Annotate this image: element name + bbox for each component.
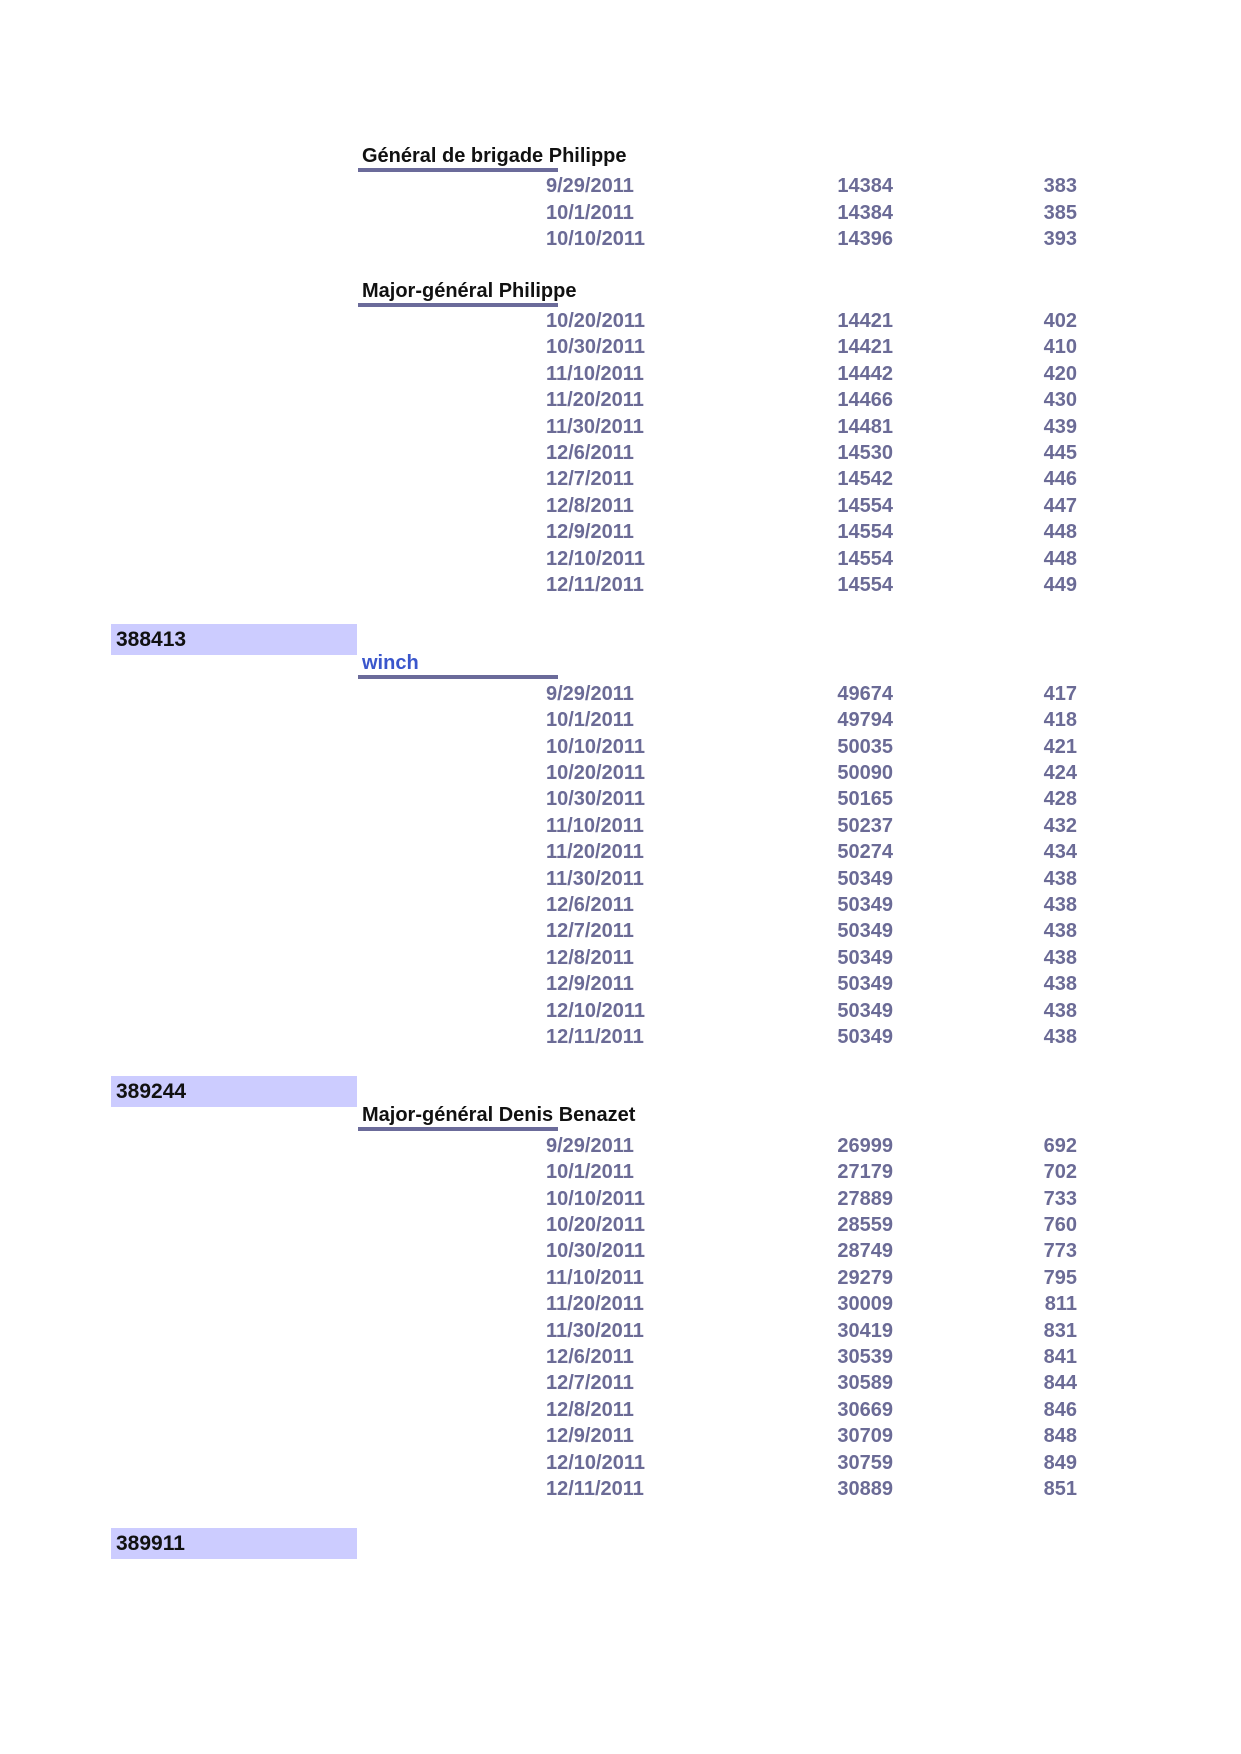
date-cell: 12/10/2011	[546, 548, 645, 570]
date-cell: 11/10/2011	[546, 1267, 644, 1289]
table-row	[0, 1159, 1241, 1185]
table-row	[0, 200, 1241, 226]
date-cell: 10/1/2011	[546, 1161, 634, 1183]
value-cell: 30669	[837, 1399, 893, 1421]
date-cell: 10/30/2011	[546, 788, 645, 810]
value-cell: 26999	[837, 1135, 893, 1157]
table-row	[0, 1133, 1241, 1159]
rank-cell: 418	[1043, 709, 1077, 731]
value-cell: 14554	[837, 521, 893, 543]
date-cell: 9/29/2011	[546, 175, 634, 197]
value-cell: 49674	[837, 683, 893, 705]
table-row	[0, 1186, 1241, 1212]
date-cell: 9/29/2011	[546, 1135, 634, 1157]
date-cell: 12/9/2011	[546, 1425, 634, 1447]
rank-cell: 410	[1043, 336, 1077, 358]
table-row	[0, 1291, 1241, 1317]
value-cell: 50349	[837, 894, 893, 916]
rank-cell: 831	[1043, 1320, 1077, 1342]
player-id-cell: 389244	[111, 1076, 357, 1107]
player-name-cell	[358, 653, 558, 679]
rank-cell: 438	[1043, 894, 1077, 916]
value-cell: 30759	[837, 1452, 893, 1474]
value-cell: 50237	[837, 815, 893, 837]
rank-cell: 438	[1043, 868, 1077, 890]
rank-cell: 420	[1043, 363, 1077, 385]
table-row	[0, 387, 1241, 413]
value-cell: 30589	[837, 1372, 893, 1394]
date-cell: 10/20/2011	[546, 762, 645, 784]
value-cell: 14542	[837, 468, 893, 490]
value-cell: 30419	[837, 1320, 893, 1342]
rank-cell: 385	[1043, 202, 1077, 224]
date-cell: 10/1/2011	[546, 709, 634, 731]
rank-cell: 446	[1043, 468, 1077, 490]
rank-cell: 447	[1043, 495, 1077, 517]
table-row	[0, 892, 1241, 918]
table-row	[0, 786, 1241, 812]
value-cell: 50349	[837, 920, 893, 942]
table-row	[0, 681, 1241, 707]
date-cell: 12/11/2011	[546, 1026, 644, 1048]
value-cell: 50035	[837, 736, 893, 758]
player-id-cell: 388413	[111, 624, 357, 655]
table-row	[0, 1476, 1241, 1502]
date-cell: 10/10/2011	[546, 1188, 645, 1210]
date-cell: 12/6/2011	[546, 1346, 634, 1368]
rank-cell: 432	[1043, 815, 1077, 837]
date-cell: 10/20/2011	[546, 1214, 645, 1236]
rank-cell: 383	[1043, 175, 1077, 197]
table-row	[0, 1024, 1241, 1050]
value-cell: 27889	[837, 1188, 893, 1210]
rank-cell: 841	[1043, 1346, 1077, 1368]
value-cell: 14384	[837, 202, 893, 224]
table-row	[0, 760, 1241, 786]
table-row	[0, 572, 1241, 598]
date-cell: 11/30/2011	[546, 868, 644, 890]
player-name-text: Major-général Philippe	[362, 279, 577, 302]
rank-cell: 421	[1043, 736, 1077, 758]
table-row	[0, 308, 1241, 334]
table-row	[0, 1212, 1241, 1238]
value-cell: 50349	[837, 868, 893, 890]
rank-cell: 402	[1043, 310, 1077, 332]
table-row	[0, 1238, 1241, 1264]
table-row	[0, 1397, 1241, 1423]
player-name-text: winch	[362, 652, 419, 675]
value-cell: 14554	[837, 548, 893, 570]
date-cell: 11/30/2011	[546, 1320, 644, 1342]
value-cell: 14421	[837, 336, 893, 358]
date-cell: 12/7/2011	[546, 1372, 634, 1394]
date-cell: 11/20/2011	[546, 1293, 644, 1315]
date-cell: 12/7/2011	[546, 920, 634, 942]
table-row	[0, 971, 1241, 997]
table-row	[0, 945, 1241, 971]
table-row	[0, 226, 1241, 252]
date-cell: 9/29/2011	[546, 683, 634, 705]
date-cell: 10/10/2011	[546, 736, 645, 758]
value-cell: 50349	[837, 973, 893, 995]
value-cell: 14442	[837, 363, 893, 385]
rank-cell: 424	[1043, 762, 1077, 784]
rank-cell: 692	[1043, 1135, 1077, 1157]
table-row	[0, 173, 1241, 199]
value-cell: 14554	[837, 495, 893, 517]
date-cell: 11/20/2011	[546, 841, 644, 863]
table-row	[0, 1318, 1241, 1344]
table-row	[0, 1344, 1241, 1370]
date-cell: 10/30/2011	[546, 336, 645, 358]
value-cell: 30709	[837, 1425, 893, 1447]
value-cell: 14554	[837, 574, 893, 596]
value-cell: 14481	[837, 416, 893, 438]
rank-cell: 393	[1043, 228, 1077, 250]
player-name-text: Major-général Denis Benazet	[362, 1104, 636, 1127]
rank-cell: 760	[1043, 1214, 1077, 1236]
player-name-text: Général de brigade Philippe	[362, 145, 627, 167]
date-cell: 12/8/2011	[546, 1399, 634, 1421]
rank-cell: 438	[1043, 920, 1077, 942]
table-row	[0, 918, 1241, 944]
date-cell: 12/7/2011	[546, 468, 634, 490]
rank-cell: 846	[1043, 1399, 1077, 1421]
value-cell: 29279	[837, 1267, 893, 1289]
value-cell: 14421	[837, 310, 893, 332]
rank-cell: 795	[1043, 1267, 1077, 1289]
table-row	[0, 546, 1241, 572]
date-cell: 12/11/2011	[546, 574, 644, 596]
value-cell: 14530	[837, 442, 893, 464]
rank-cell: 438	[1043, 1026, 1077, 1048]
rank-cell: 811	[1044, 1293, 1077, 1315]
date-cell: 12/10/2011	[546, 1000, 645, 1022]
rank-cell: 417	[1043, 683, 1077, 705]
date-cell: 11/10/2011	[546, 363, 644, 385]
date-cell: 12/6/2011	[546, 442, 634, 464]
table-row	[0, 1265, 1241, 1291]
rank-cell: 848	[1043, 1425, 1077, 1447]
table-row	[0, 440, 1241, 466]
rank-cell: 439	[1043, 416, 1077, 438]
date-cell: 12/9/2011	[546, 521, 634, 543]
table-row	[0, 707, 1241, 733]
date-cell: 12/6/2011	[546, 894, 634, 916]
value-cell: 14466	[837, 389, 893, 411]
value-cell: 30539	[837, 1346, 893, 1368]
player-name-cell	[358, 279, 577, 307]
date-cell: 12/8/2011	[546, 947, 634, 969]
rank-cell: 851	[1043, 1478, 1077, 1500]
rank-cell: 438	[1043, 973, 1077, 995]
date-cell: 12/8/2011	[546, 495, 634, 517]
rank-cell: 430	[1043, 389, 1077, 411]
date-cell: 10/30/2011	[546, 1240, 645, 1262]
value-cell: 27179	[837, 1161, 893, 1183]
rank-cell: 448	[1043, 548, 1077, 570]
rank-cell: 445	[1043, 442, 1077, 464]
table-row	[0, 1370, 1241, 1396]
date-cell: 10/1/2011	[546, 202, 634, 224]
date-cell: 11/10/2011	[546, 815, 644, 837]
table-row	[0, 1450, 1241, 1476]
value-cell: 49794	[837, 709, 893, 731]
value-cell: 50349	[837, 1000, 893, 1022]
date-cell: 10/20/2011	[546, 310, 645, 332]
value-cell: 14396	[837, 228, 893, 250]
rank-cell: 702	[1043, 1161, 1077, 1183]
rank-cell: 434	[1043, 841, 1077, 863]
table-row	[0, 1423, 1241, 1449]
date-cell: 11/30/2011	[546, 416, 644, 438]
value-cell: 28559	[837, 1214, 893, 1236]
date-cell: 11/20/2011	[546, 389, 644, 411]
table-row	[0, 519, 1241, 545]
player-name-cell	[358, 1104, 636, 1131]
table-row	[0, 998, 1241, 1024]
rank-cell: 773	[1043, 1240, 1077, 1262]
value-cell: 30889	[837, 1478, 893, 1500]
table-row	[0, 414, 1241, 440]
value-cell: 50274	[837, 841, 893, 863]
player-name-cell	[358, 145, 627, 172]
rank-cell: 438	[1043, 1000, 1077, 1022]
date-cell: 12/10/2011	[546, 1452, 645, 1474]
date-cell: 12/9/2011	[546, 973, 634, 995]
table-row	[0, 361, 1241, 387]
player-id-cell: 389911	[111, 1528, 357, 1559]
rank-cell: 733	[1043, 1188, 1077, 1210]
rank-cell: 428	[1043, 788, 1077, 810]
rank-cell: 448	[1043, 521, 1077, 543]
rank-cell: 844	[1043, 1372, 1077, 1394]
value-cell: 50349	[837, 1026, 893, 1048]
table-row	[0, 734, 1241, 760]
value-cell: 50349	[837, 947, 893, 969]
table-row	[0, 334, 1241, 360]
value-cell: 30009	[837, 1293, 893, 1315]
rank-cell: 849	[1043, 1452, 1077, 1474]
date-cell: 10/10/2011	[546, 228, 645, 250]
rank-cell: 438	[1043, 947, 1077, 969]
value-cell: 28749	[837, 1240, 893, 1262]
value-cell: 50090	[837, 762, 893, 784]
table-row	[0, 466, 1241, 492]
table-row	[0, 813, 1241, 839]
value-cell: 14384	[837, 175, 893, 197]
table-row	[0, 866, 1241, 892]
rank-cell: 449	[1043, 574, 1077, 596]
table-row	[0, 839, 1241, 865]
date-cell: 12/11/2011	[546, 1478, 644, 1500]
table-row	[0, 493, 1241, 519]
value-cell: 50165	[837, 788, 893, 810]
